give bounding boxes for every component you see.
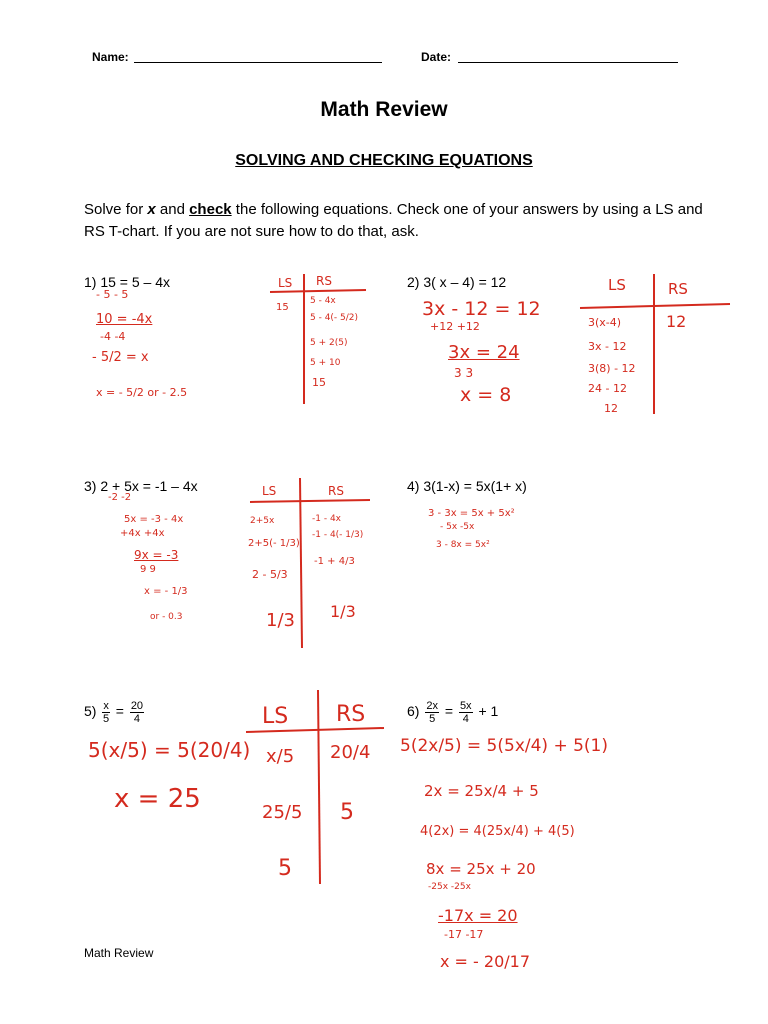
problem-6	[407, 700, 498, 725]
p4-step-1: 3 - 3x = 5x + 5x²	[428, 508, 515, 519]
t-chart-5-rs: RS	[336, 702, 366, 727]
t-chart-5-ls-row: 25/5	[262, 802, 303, 823]
t-chart-3-ls-row: 2 - 5/3	[252, 568, 288, 581]
problem-5-eq: =	[115, 703, 124, 720]
problem-1: 1) 15 = 5 – 4x	[84, 274, 171, 290]
t-chart-5-rs-row: 5	[340, 800, 354, 825]
problem-4: 4) 3(1-x) = 5x(1+ x)	[407, 478, 527, 494]
t-chart-2-ls-row: 3(8) - 12	[588, 362, 636, 375]
t-chart-3-rs-row: -1 + 4/3	[314, 556, 355, 567]
t-chart-3-ls-row: 2+5(- 1/3)	[248, 538, 300, 549]
p1-step-3: -4 -4	[100, 330, 126, 343]
t-chart-1-rs-row: 5 - 4x	[310, 296, 336, 306]
t-chart-2-ls-row: 3(x-4)	[588, 316, 622, 329]
t-chart-1-rs-row: 15	[312, 376, 326, 389]
p2-step-1: 3x - 12 = 12	[422, 298, 541, 320]
problem-3: 3) 2 + 5x = -1 – 4x	[84, 478, 198, 494]
instr-text-3: the following equations. Check one of your answers by using a LS and RS T-chart. If you are not sure how to do that, ask.	[84, 201, 703, 240]
p6-lhs-den: 5	[429, 713, 436, 725]
problem-5-rhs	[130, 700, 144, 725]
p5-rhs-den: 4	[133, 713, 140, 725]
instr-x: x	[147, 201, 156, 218]
p2-step-2: +12 +12	[430, 320, 480, 333]
p3-step-3: +4x +4x	[120, 528, 165, 539]
instr-text-1: Solve for	[84, 201, 148, 218]
p1-step-1: - 5 - 5	[96, 288, 129, 301]
page-subtitle	[0, 152, 768, 170]
t-chart-1-rs: RS	[316, 274, 332, 288]
p5-lhs-num: x	[103, 700, 109, 712]
p2-step-3: 3x = 24	[448, 342, 520, 363]
p6-step-1: 5(2x/5) = 5(5x/4) + 5(1)	[400, 736, 609, 756]
p1-step-2: 10 = -4x	[96, 312, 153, 327]
p6-step-8: x = - 20/17	[440, 952, 531, 971]
p1-step-5: x = - 5/2 or - 2.5	[96, 386, 188, 399]
p3-step-2: 5x = -3 - 4x	[124, 514, 184, 525]
p3-step-1: -2 -2	[108, 492, 132, 503]
p5-step-1: 5(x/5) = 5(20/4)	[88, 738, 251, 762]
t-chart-2-ls-row: 24 - 12	[588, 382, 627, 395]
p6-rhs-num: 5x	[459, 700, 472, 712]
p6-rhs-den: 4	[462, 713, 469, 725]
t-chart-1-rs-row: 5 + 10	[310, 358, 341, 368]
t-chart-3-rs: RS	[328, 484, 344, 498]
p6-step-3: 4(2x) = 4(25x/4) + 4(5)	[420, 824, 575, 839]
t-chart-5-ls-row: 5	[278, 856, 292, 881]
problem-6-rhs	[459, 700, 473, 725]
page-title: Math Review	[320, 98, 448, 121]
t-chart-3-ls: LS	[262, 484, 277, 498]
footer-text: Math Review	[84, 946, 154, 960]
t-chart-3-rs-row: 1/3	[330, 602, 356, 621]
p5-rhs-num: 20	[130, 700, 144, 712]
date-blank-line	[458, 62, 678, 63]
p4-step-3: 3 - 8x = 5x²	[436, 540, 490, 550]
instructions	[84, 199, 704, 243]
t-chart-5-ls-row: x/5	[266, 746, 295, 767]
problem-6-tail: + 1	[478, 703, 499, 720]
p6-step-7: -17 -17	[444, 928, 484, 941]
subtitle-text: SOLVING AND CHECKING EQUATIONS	[235, 152, 533, 169]
t-chart-3-ls-row: 2+5x	[250, 516, 275, 526]
t-chart-1-rs-row: 5 - 4(- 5/2)	[310, 313, 359, 323]
p1-step-4: - 5/2 = x	[92, 350, 149, 365]
t-chart-5-ls: LS	[262, 704, 289, 729]
t-chart-1-ls: LS	[278, 276, 293, 290]
t-chart-3-rs-row: -1 - 4(- 1/3)	[312, 530, 364, 540]
p6-step-5: -25x -25x	[428, 882, 471, 892]
t-chart-5-rs-row: 20/4	[330, 742, 371, 763]
t-chart-3-ls-row: 1/3	[266, 610, 295, 631]
p5-lhs-den: 5	[103, 713, 110, 725]
instr-text-2: and	[155, 201, 190, 218]
t-chart-2-rs: RS	[668, 280, 688, 298]
p3-step-5: 9 9	[140, 564, 156, 575]
p4-step-2: - 5x -5x	[440, 522, 475, 532]
p2-step-4: 3 3	[454, 366, 474, 380]
problem-6-label: 6)	[407, 703, 420, 720]
p3-step-4: 9x = -3	[134, 548, 179, 562]
p3-step-6: x = - 1/3	[144, 586, 188, 597]
problem-5-label: 5)	[84, 703, 97, 720]
problem-2: 2) 3( x – 4) = 12	[407, 274, 507, 290]
t-chart-3-rs-row: -1 - 4x	[312, 514, 341, 524]
problem-6-eq: =	[444, 703, 454, 720]
name-blank-line	[134, 62, 382, 63]
p6-lhs-num: 2x	[426, 700, 438, 712]
p6-step-6: -17x = 20	[438, 906, 518, 925]
date-label: Date:	[421, 50, 452, 64]
p6-step-4: 8x = 25x + 20	[426, 860, 536, 878]
problem-5-lhs	[102, 700, 110, 725]
p5-step-2: x = 25	[114, 784, 201, 814]
p6-step-2: 2x = 25x/4 + 5	[424, 782, 539, 800]
t-chart-2-ls-row: 12	[604, 402, 618, 415]
t-chart-1-rs-row: 5 + 2(5)	[310, 338, 348, 348]
name-label: Name:	[92, 50, 129, 64]
instr-check: check	[189, 201, 232, 218]
t-chart-1-ls-row: 15	[276, 302, 289, 313]
t-chart-2-ls-row: 3x - 12	[588, 340, 627, 353]
p3-step-7: or - 0.3	[150, 612, 183, 622]
t-chart-2-ls: LS	[608, 276, 626, 294]
p2-step-5: x = 8	[460, 384, 512, 406]
problem-5	[84, 700, 146, 725]
t-chart-2-rs-row: 12	[666, 312, 687, 331]
problem-6-lhs	[425, 700, 439, 725]
